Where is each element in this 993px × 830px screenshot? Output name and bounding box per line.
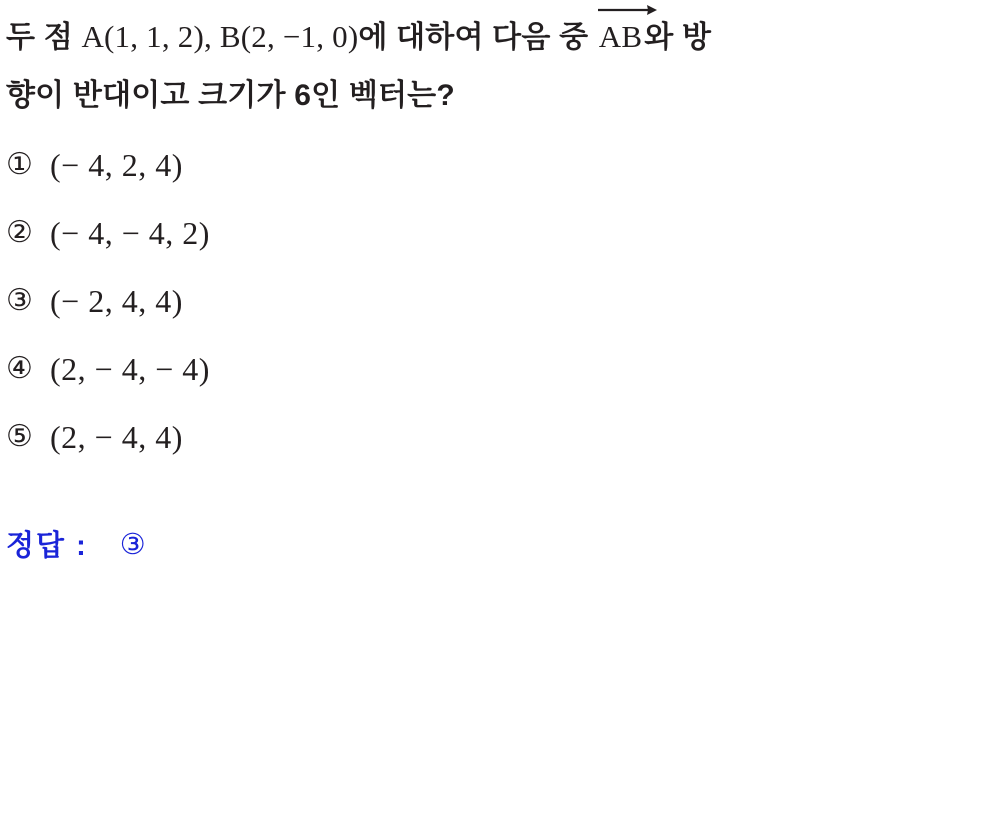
answer-value: ③ bbox=[119, 526, 146, 561]
vector-ab-label: AB bbox=[598, 19, 643, 54]
answer-block bbox=[0, 523, 993, 564]
question-block bbox=[0, 0, 993, 125]
choice-text: (− 4, − 4, 2) bbox=[50, 214, 210, 251]
question-suffix: 와 방 bbox=[644, 21, 712, 54]
choice-text: (2, − 4, 4) bbox=[50, 418, 183, 455]
choice-marker: ① bbox=[6, 147, 33, 182]
question-prefix: 두 점 bbox=[6, 21, 82, 54]
vector-arrow-icon bbox=[597, 2, 657, 15]
choice-text: (− 4, 2, 4) bbox=[50, 146, 183, 183]
choice-2[interactable] bbox=[6, 199, 993, 267]
choice-marker: ② bbox=[6, 215, 33, 250]
choice-1[interactable] bbox=[6, 131, 993, 199]
choice-marker: ③ bbox=[6, 283, 33, 318]
choice-text: (− 2, 4, 4) bbox=[50, 282, 183, 319]
vector-ab bbox=[597, 8, 644, 66]
choice-list bbox=[0, 131, 993, 471]
choice-marker: ④ bbox=[6, 351, 33, 386]
question-mid: 에 대하여 다음 중 bbox=[358, 21, 597, 54]
choice-4[interactable] bbox=[6, 335, 993, 403]
question-line-2: 향이 반대이고 크기가 6인 벡터는? bbox=[6, 79, 455, 112]
question-line-1 bbox=[6, 8, 987, 67]
choice-5[interactable] bbox=[6, 403, 993, 471]
choice-text: (2, − 4, − 4) bbox=[50, 350, 210, 387]
choice-marker: ⑤ bbox=[6, 419, 33, 454]
answer-label: 정답 : bbox=[6, 530, 88, 562]
choice-3[interactable] bbox=[6, 267, 993, 335]
question-points: A(1, 1, 2), B(2, −1, 0) bbox=[81, 19, 359, 54]
